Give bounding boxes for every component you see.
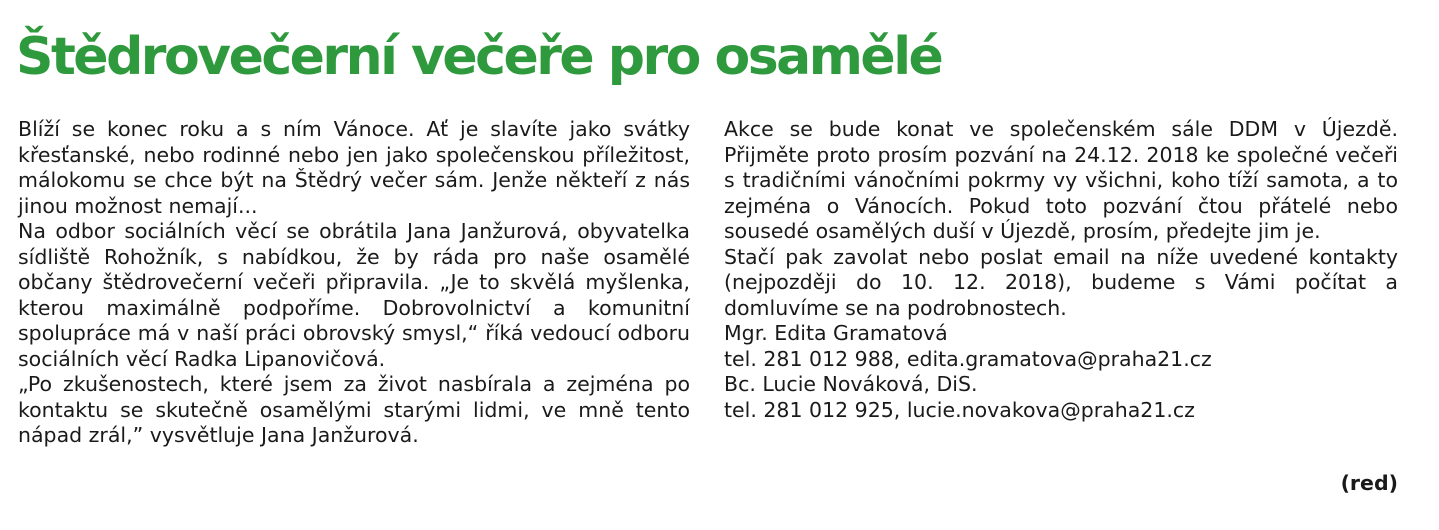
paragraph-registration: Stačí pak zavolat nebo poslat email na níže uvedené kontakty (nejpozději do 10. 12. 2018), budeme s Vámi počítat a domluvíme se na podrobnostech. xyxy=(724,244,1398,320)
contact-info: tel. 281 012 988, edita.gramatova@praha21.cz xyxy=(724,346,1212,371)
paragraph-intro: Blíží se konec roku a s ním Vánoce. Ať je slavíte jako svátky křesťanské, nebo rodinné nebo jen jako společenskou příležitost, málokomu se chce být na Štědrý večer sám. Jenže někteří z nás jinou možnost nemají... xyxy=(18,117,690,218)
contact-name: Mgr. Edita Gramatová xyxy=(724,321,948,345)
article-title: Štědrovečerní večeře pro osamělé xyxy=(16,27,942,87)
left-column xyxy=(18,117,690,449)
contact-info: tel. 281 012 925, lucie.novakova@praha21.cz xyxy=(724,397,1195,422)
right-column xyxy=(724,117,1398,423)
author-signature: (red) xyxy=(1340,471,1398,495)
paragraph-event: Akce se bude konat ve společenském sále DDM v Újezdě. Přijměte proto prosím pozvání na 24.12. 2018 ke společné večeři s tradičními vánočními pokrmy vy všichni, koho tíží samota, a to zejména o Vánocích. Pokud toto pozvání čtou přátelé nebo sousedé osamělých duší v Újezdě, prosím, předejte jim je. xyxy=(724,117,1398,243)
paragraph-initiative: Na odbor sociálních věcí se obrátila Jana Janžurová, obyvatelka sídliště Rohožník, s nabídkou, že by ráda pro naše osamělé občany štědrovečerní večeři připravila. „Je to skvělá myšlenka, kterou maximálně podpoříme. Dobrovolnictví a komunitní spolupráce má v naší práci obrovský smysl,“ říká vedoucí odboru sociálních věcí Radka Lipanovičová. xyxy=(18,219,690,371)
contact-name: Bc. Lucie Nováková, DiS. xyxy=(724,372,978,396)
paragraph-quote: „Po zkušenostech, které jsem za život nasbírala a zejména po kontaktu se skutečně osamělými starými lidmi, ve mně tento nápad zrál,” vysvětluje Jana Janžurová. xyxy=(18,372,690,447)
